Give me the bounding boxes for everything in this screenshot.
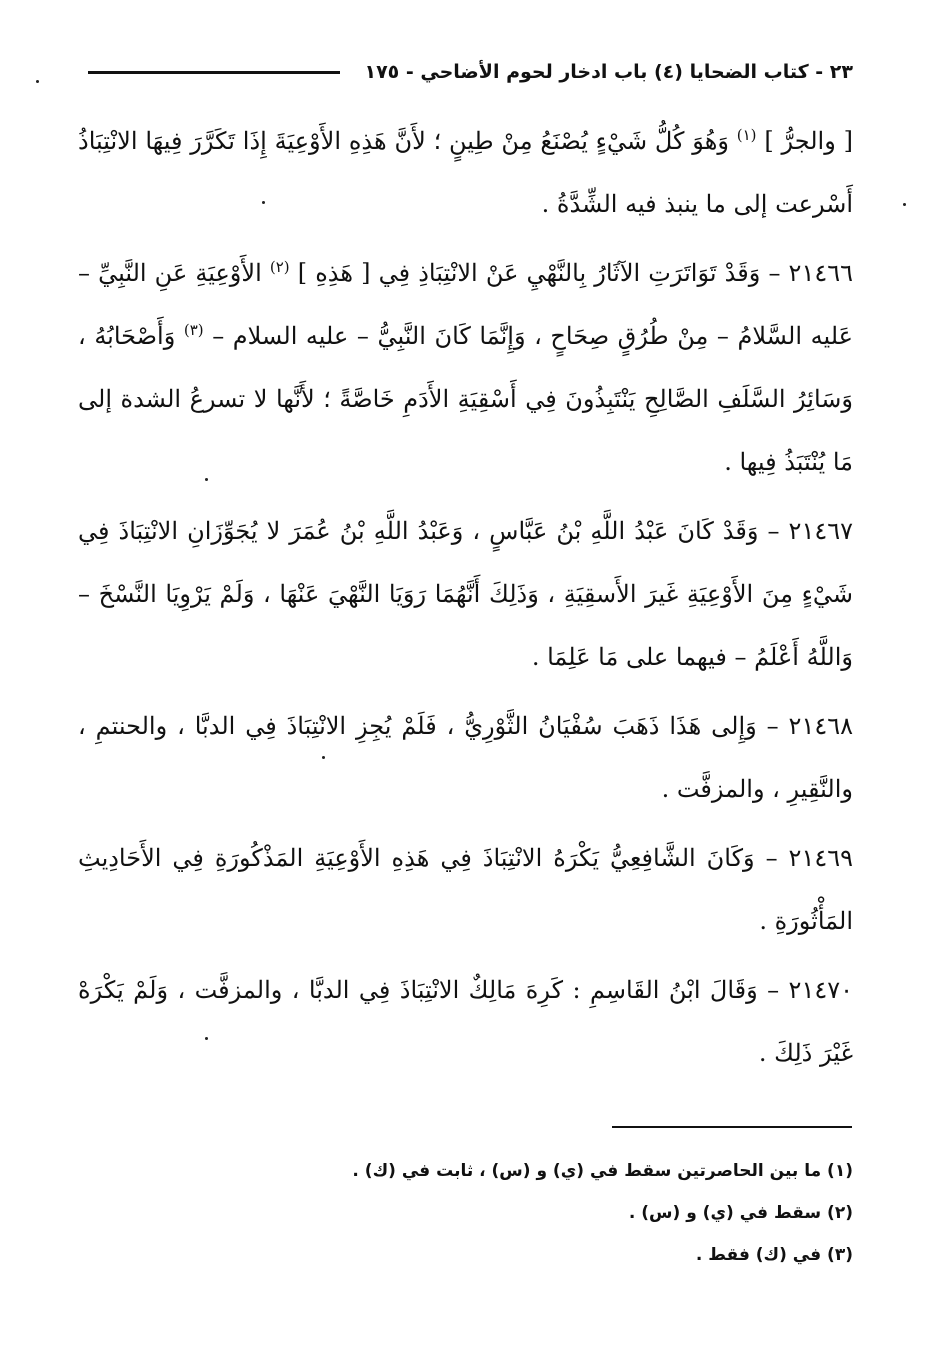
paragraph-number: ٢١٤٦٩ – bbox=[765, 844, 853, 872]
scan-speck bbox=[903, 203, 906, 206]
scan-speck bbox=[322, 756, 325, 759]
paragraph-text: الأَوْعِيَةِ عَنِ النَّبِيِّ – عَليه السَّلامُ – مِنْ طُرُقٍ صِحَاحٍ ، وَإِنَّمَا كَانَ النَّبِيُّ – عليه السلام – bbox=[78, 259, 853, 350]
footnote-2: (٢) سقط في (ي) و (س) . bbox=[628, 1203, 853, 1223]
paragraph bbox=[78, 959, 853, 1085]
scan-speck bbox=[205, 478, 208, 481]
paragraph-number: ٢١٤٦٦ – bbox=[768, 259, 853, 287]
footnote-3: (٣) في (ك) فقط . bbox=[695, 1245, 853, 1265]
page-header bbox=[88, 52, 853, 92]
paragraph-text: وَإِلى هَذَا ذَهَبَ سُفْيَانُ الثَّوْرِيُّ ، فَلَمْ يُجِزِ الانْتِبَاذَ فِي الدبَّا ، والحنتمِ ، والنَّقِيرِ ، والمزفَّت . bbox=[78, 712, 853, 803]
paragraph-text: وَكَانَ الشَّافِعِيُّ يَكْرَهُ الانْتِبَاذَ فِي هَذِهِ الأَوْعِيَةِ المَذْكُورَةِ فِي الأَحَادِيثِ المَأْثُورَةِ . bbox=[78, 844, 853, 935]
paragraph-text: وَقَدْ تَوَاتَرَتِ الآثَارُ بِالنَّهْيِ عَنْ الانْتِبَاذِ فِي [ هَذِهِ ] bbox=[289, 259, 769, 287]
paragraph-number: ٢١٤٧٠ – bbox=[767, 976, 853, 1004]
footnotes bbox=[300, 1150, 853, 1276]
footnote-1: (١) ما بين الحاصرتين سقط في (ي) و (س) ، ثابت في (ك) . bbox=[352, 1161, 853, 1181]
paragraph bbox=[78, 242, 853, 494]
footnote-divider bbox=[612, 1126, 852, 1128]
main-text bbox=[78, 110, 853, 1091]
paragraph-text: وَقَدْ كَانَ عَبْدُ اللَّهِ بْنُ عَبَّاسٍ ، وَعَبْدُ اللَّهِ بْنُ عُمَرَ لا يُجَوِّزَانِ الانْتِبَاذَ فِي شَيْءٍ مِنَ الأَوْعِيَةِ غَيرَ الأَسقِيَةِ ، وَذَلِكَ أَنَّهُمَا رَوَيَا النَّهْيَ عَنْهَا ، وَلَمْ يَرْوِيَا النَّسْخَ – وَاللَّهُ أَعْلَمُ – فيهما على مَا عَلِمَا . bbox=[78, 517, 853, 671]
footnote-reference: (٣) bbox=[183, 321, 204, 339]
scan-speck bbox=[205, 1037, 208, 1040]
paragraph-text: [ والجرُّ ] bbox=[756, 127, 853, 155]
scan-speck bbox=[262, 201, 265, 204]
paragraph-text: وَهُوَ كُلُّ شَيْءٍ يُصْنَعُ مِنْ طِينٍ ؛ لأَنَّ هَذِهِ الأَوْعِيَةَ إِذَا تَكَرَّرَ فِيهَا الانْتِبَاذُ أَسْرعت إلى ما ينبذ فيه الشِّدَّةُ . bbox=[78, 127, 853, 218]
paragraph bbox=[78, 110, 853, 236]
header-rule bbox=[88, 71, 340, 74]
paragraph-number: ٢١٤٦٨ – bbox=[766, 712, 853, 740]
footnote-reference: (٢) bbox=[269, 258, 290, 276]
running-header-title: ٢٣ - كتاب الضحايا (٤) باب ادخار لحوم الأضاحي - ١٧٥ bbox=[364, 61, 853, 83]
scan-speck bbox=[36, 80, 39, 83]
paragraph bbox=[78, 695, 853, 821]
paragraph-text: وَقَالَ ابْنُ القَاسِمِ : كَرِهَ مَالِكٌ الانْتِبَاذَ فِي الدبَّا ، والمزفَّت ، وَلَمْ يَكْرَهْ غَيْرَ ذَلِكَ . bbox=[78, 976, 853, 1067]
paragraph bbox=[78, 500, 853, 689]
paragraph-text: وَأَصْحَابُهُ ، وَسَائِرُ السَّلَفِ الصَّالِحِ يَنْتَبِذُونَ فِي أَسْقِيَةِ الأَدَمِ خَاصَّةً ؛ لأَنَّها لا تسرعُ الشدة إلى مَا يُنْتَبَذُ فِيها . bbox=[78, 322, 853, 476]
paragraph bbox=[78, 827, 853, 953]
paragraph-number: ٢١٤٦٧ – bbox=[767, 517, 853, 545]
footnote-reference: (١) bbox=[736, 126, 757, 144]
